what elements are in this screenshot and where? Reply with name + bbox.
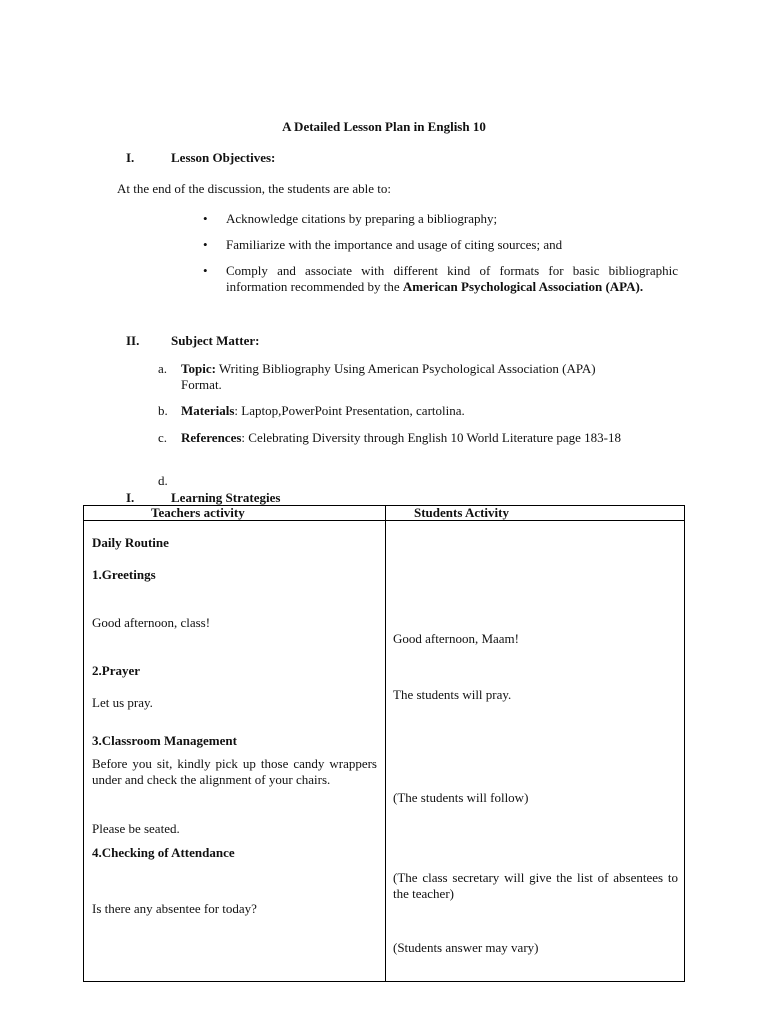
bullet-icon: •: [203, 211, 208, 226]
item-text: [181, 430, 680, 446]
section-2-heading: Subject Matter:: [171, 333, 260, 348]
section-2-number: II.: [126, 333, 140, 348]
objective-text-plain: Comply and associate with different kind of formats for basic bibliographic information recommended by the: [226, 263, 678, 294]
student-prayer: The students will pray.: [393, 687, 512, 702]
item-letter: b.: [158, 403, 168, 418]
objective-text: Familiarize with the importance and usage of citing sources; and: [226, 237, 563, 252]
item-value: Writing Bibliography Using American Psychological Association (APA) Format.: [181, 361, 596, 392]
section-3-heading: Learning Strategies: [171, 490, 281, 505]
teacher-seated: Please be seated.: [92, 821, 180, 836]
section-1-number: I.: [126, 150, 135, 165]
header-students-activity: Students Activity: [414, 505, 509, 520]
bullet-icon: •: [203, 263, 208, 278]
activity-table: [83, 505, 685, 982]
teacher-greeting: Good afternoon, class!: [92, 615, 211, 630]
teacher-prayer: Let us pray.: [92, 695, 153, 710]
table-column-divider: [385, 506, 386, 981]
student-follow: (The students will follow): [393, 790, 529, 805]
section-3-number: I.: [126, 490, 135, 505]
objective-text: Acknowledge citations by preparing a bibliography;: [226, 211, 498, 226]
student-secretary: (The class secretary will give the list of absentees to the teacher): [393, 870, 678, 901]
section-1-heading: Lesson Objectives:: [171, 150, 276, 165]
item-label: Topic:: [181, 361, 216, 376]
item-label: References: [181, 430, 242, 445]
student-answer-vary: (Students answer may vary): [393, 940, 539, 955]
bullet-icon: •: [203, 237, 208, 252]
greetings-heading: 1.Greetings: [92, 567, 156, 582]
classroom-management-heading: 3.Classroom Management: [92, 733, 237, 748]
item-value: : Laptop,PowerPoint Presentation, cartolina.: [234, 403, 465, 418]
student-greeting-reply: Good afternoon, Maam!: [393, 631, 519, 646]
item-text: [181, 361, 628, 393]
item-letter: a.: [158, 361, 168, 376]
prayer-heading: 2.Prayer: [92, 663, 141, 678]
item-text: [181, 403, 680, 419]
item-letter: d.: [158, 473, 168, 488]
item-value: : Celebrating Diversity through English 10 World Literature page 183-18: [241, 430, 622, 445]
header-teachers-activity: Teachers activity: [151, 505, 245, 520]
attendance-heading: 4.Checking of Attendance: [92, 845, 235, 860]
classroom-instruction: Before you sit, kindly pick up those candy wrappers under and check the alignment of your chairs.: [92, 756, 377, 787]
item-label: Materials: [181, 403, 235, 418]
objectives-intro: At the end of the discussion, the students are able to:: [117, 181, 392, 196]
item-letter: c.: [158, 430, 168, 445]
objective-text: [226, 263, 678, 295]
apa-bold: American Psychological Association (APA).: [402, 279, 644, 294]
page-title: A Detailed Lesson Plan in English 10: [282, 119, 486, 134]
teacher-absentee-question: Is there any absentee for today?: [92, 901, 257, 916]
daily-routine-heading: Daily Routine: [92, 535, 169, 550]
